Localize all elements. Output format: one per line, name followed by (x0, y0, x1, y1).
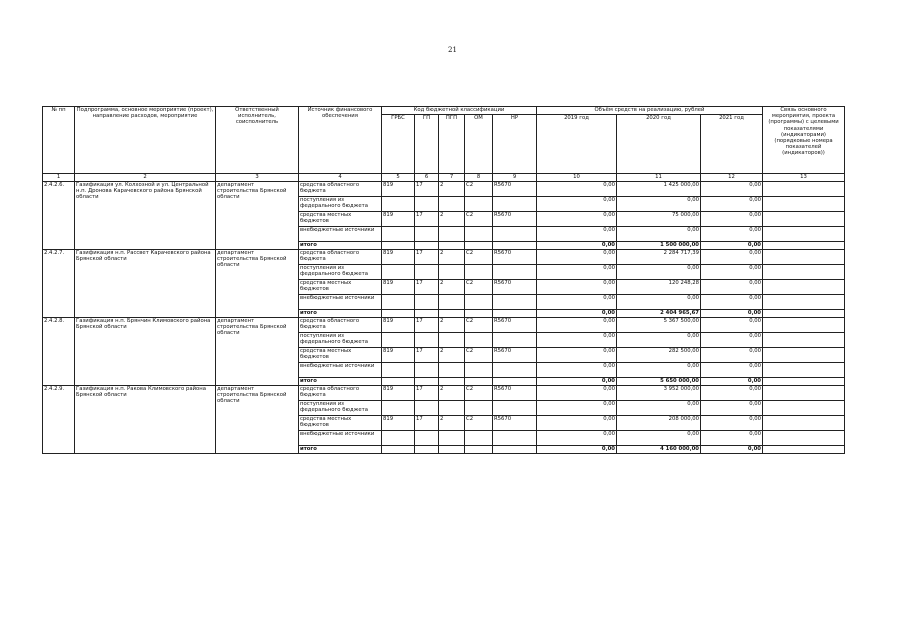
indicator-link (763, 386, 845, 401)
code-pgp (439, 265, 465, 280)
code-pgp (439, 446, 465, 454)
indicator-link (763, 227, 845, 242)
item-responsible: департамент строительства Брянской области (216, 250, 299, 318)
item-responsible: департамент строительства Брянской области (216, 318, 299, 386)
funding-source: средства местных бюджетов (299, 416, 382, 431)
table-row (43, 250, 845, 265)
item-name: Газификация н.п. Рассвет Карачевского района Брянской области (75, 250, 216, 318)
amount-2021: 0,00 (701, 295, 763, 310)
table-header (43, 107, 845, 182)
amount-2021: 0,00 (701, 318, 763, 333)
amount-2020: 0,00 (617, 295, 701, 310)
amount-2019: 0,00 (537, 401, 617, 416)
item-number: 2.4.2.7. (43, 250, 75, 318)
funding-source: средства областного бюджета (299, 318, 382, 333)
indicator-link (763, 212, 845, 227)
code-om (465, 446, 493, 454)
funding-source: внебюджетные источники (299, 363, 382, 378)
code-gp (415, 378, 439, 386)
item-responsible: департамент строительства Брянской области (216, 386, 299, 454)
amount-2020: 0,00 (617, 363, 701, 378)
code-nr (493, 265, 537, 280)
table-row (43, 318, 845, 333)
funding-source: итого (299, 446, 382, 454)
amount-2019: 0,00 (537, 318, 617, 333)
amount-2020: 208 000,00 (617, 416, 701, 431)
indicator-link (763, 318, 845, 333)
code-pgp: 2 (439, 250, 465, 265)
funding-source: средства местных бюджетов (299, 212, 382, 227)
code-grbs: 819 (382, 416, 415, 431)
amount-2021: 0,00 (701, 182, 763, 197)
code-pgp (439, 227, 465, 242)
amount-2019: 0,00 (537, 280, 617, 295)
code-gp (415, 295, 439, 310)
code-nr: R5670 (493, 416, 537, 431)
code-nr: R5670 (493, 348, 537, 363)
code-nr (493, 363, 537, 378)
code-grbs: 819 (382, 318, 415, 333)
item-name: Газификация н.п. Брянчин Климовского района Брянской области (75, 318, 216, 386)
amount-2019: 0,00 (537, 333, 617, 348)
amount-2019: 0,00 (537, 416, 617, 431)
funding-source: итого (299, 310, 382, 318)
column-number: 4 (299, 174, 382, 182)
code-gp (415, 265, 439, 280)
column-number: 5 (382, 174, 415, 182)
amount-2020: 282 500,00 (617, 348, 701, 363)
funding-source: итого (299, 242, 382, 250)
code-nr (493, 431, 537, 446)
amount-2021: 0,00 (701, 431, 763, 446)
amount-2021: 0,00 (701, 386, 763, 401)
header-nr: НР (493, 115, 537, 174)
code-grbs: 819 (382, 280, 415, 295)
header-gp: ГП (415, 115, 439, 174)
code-pgp (439, 431, 465, 446)
code-pgp (439, 242, 465, 250)
code-nr: R5670 (493, 386, 537, 401)
code-nr (493, 401, 537, 416)
code-om: C2 (465, 348, 493, 363)
column-number: 1 (43, 174, 75, 182)
header-2021: 2021 год (701, 115, 763, 174)
amount-2020: 0,00 (617, 227, 701, 242)
indicator-link (763, 431, 845, 446)
amount-2020: 0,00 (617, 401, 701, 416)
code-gp (415, 333, 439, 348)
indicator-link (763, 348, 845, 363)
amount-2020: 2 404 965,67 (617, 310, 701, 318)
code-gp (415, 363, 439, 378)
amount-2021: 0,00 (701, 348, 763, 363)
code-gp (415, 310, 439, 318)
amount-2019: 0,00 (537, 212, 617, 227)
amount-2020: 0,00 (617, 265, 701, 280)
code-grbs: 819 (382, 212, 415, 227)
funding-source: поступления из федерального бюджета (299, 333, 382, 348)
amount-2019: 0,00 (537, 446, 617, 454)
item-name: Газификация ул. Колхозной и ул. Центральной н.п. Дронова Карачевского района Брянской области (75, 182, 216, 250)
amount-2020: 1 425 000,00 (617, 182, 701, 197)
amount-2021: 0,00 (701, 310, 763, 318)
column-number: 13 (763, 174, 845, 182)
code-nr (493, 333, 537, 348)
item-name: Газификация н.п. Ракова Климовского района Брянской области (75, 386, 216, 454)
amount-2020: 5 650 000,00 (617, 378, 701, 386)
code-pgp: 2 (439, 416, 465, 431)
budget-table (42, 106, 845, 454)
code-gp: 17 (415, 250, 439, 265)
code-gp (415, 446, 439, 454)
code-grbs (382, 401, 415, 416)
amount-2020: 0,00 (617, 333, 701, 348)
table-row (43, 182, 845, 197)
header-no: № пп (43, 107, 75, 174)
amount-2021: 0,00 (701, 378, 763, 386)
code-pgp: 2 (439, 386, 465, 401)
amount-2021: 0,00 (701, 280, 763, 295)
column-number: 2 (75, 174, 216, 182)
code-pgp (439, 295, 465, 310)
code-nr (493, 310, 537, 318)
code-gp (415, 431, 439, 446)
code-gp (415, 401, 439, 416)
code-grbs (382, 242, 415, 250)
code-gp: 17 (415, 318, 439, 333)
header-2020: 2020 год (617, 115, 701, 174)
amount-2019: 0,00 (537, 265, 617, 280)
amount-2020: 3 952 000,00 (617, 386, 701, 401)
column-number: 3 (216, 174, 299, 182)
amount-2019: 0,00 (537, 242, 617, 250)
amount-2019: 0,00 (537, 363, 617, 378)
code-nr (493, 197, 537, 212)
code-om (465, 401, 493, 416)
code-om (465, 363, 493, 378)
amount-2019: 0,00 (537, 348, 617, 363)
header-om: ОМ (465, 115, 493, 174)
amount-2021: 0,00 (701, 227, 763, 242)
code-gp: 17 (415, 416, 439, 431)
header-link: Связь основного мероприятия, проекта (программы) с целевыми показателями (индикаторами) (порядковые номера показателей (индикаторов)) (763, 107, 845, 174)
amount-2019: 0,00 (537, 197, 617, 212)
code-grbs (382, 378, 415, 386)
code-gp (415, 242, 439, 250)
table-row (43, 386, 845, 401)
code-om: C2 (465, 280, 493, 295)
amount-2019: 0,00 (537, 295, 617, 310)
column-numbers-row (43, 174, 845, 182)
column-number: 10 (537, 174, 617, 182)
code-grbs (382, 310, 415, 318)
code-grbs (382, 265, 415, 280)
code-om (465, 333, 493, 348)
indicator-link (763, 280, 845, 295)
indicator-link (763, 310, 845, 318)
amount-2019: 0,00 (537, 250, 617, 265)
code-pgp (439, 378, 465, 386)
amount-2020: 1 500 000,00 (617, 242, 701, 250)
code-gp: 17 (415, 280, 439, 295)
code-nr: R5670 (493, 212, 537, 227)
column-number: 8 (465, 174, 493, 182)
amount-2019: 0,00 (537, 310, 617, 318)
indicator-link (763, 333, 845, 348)
funding-source: внебюджетные источники (299, 431, 382, 446)
code-nr (493, 242, 537, 250)
amount-2021: 0,00 (701, 242, 763, 250)
amount-2019: 0,00 (537, 182, 617, 197)
code-grbs (382, 295, 415, 310)
code-nr: R5670 (493, 318, 537, 333)
amount-2020: 75 000,00 (617, 212, 701, 227)
code-nr (493, 378, 537, 386)
header-2019: 2019 год (537, 115, 617, 174)
code-pgp (439, 401, 465, 416)
indicator-link (763, 250, 845, 265)
funding-source: поступления из федерального бюджета (299, 265, 382, 280)
code-pgp: 2 (439, 348, 465, 363)
code-om: C2 (465, 250, 493, 265)
code-pgp: 2 (439, 318, 465, 333)
code-grbs: 819 (382, 386, 415, 401)
code-gp: 17 (415, 386, 439, 401)
code-pgp (439, 310, 465, 318)
code-gp: 17 (415, 348, 439, 363)
column-number: 12 (701, 174, 763, 182)
code-grbs: 819 (382, 182, 415, 197)
code-pgp (439, 197, 465, 212)
code-pgp: 2 (439, 280, 465, 295)
amount-2021: 0,00 (701, 212, 763, 227)
page-number: 21 (448, 46, 457, 54)
indicator-link (763, 197, 845, 212)
item-number: 2.4.2.9. (43, 386, 75, 454)
amount-2021: 0,00 (701, 416, 763, 431)
amount-2021: 0,00 (701, 401, 763, 416)
code-pgp: 2 (439, 182, 465, 197)
funding-source: внебюджетные источники (299, 227, 382, 242)
header-pgp: ПГП (439, 115, 465, 174)
code-grbs (382, 197, 415, 212)
column-number: 6 (415, 174, 439, 182)
code-gp (415, 227, 439, 242)
header-kbk: Код бюджетной классификации (382, 107, 537, 115)
code-om: C2 (465, 386, 493, 401)
code-nr (493, 295, 537, 310)
indicator-link (763, 378, 845, 386)
code-pgp: 2 (439, 212, 465, 227)
amount-2019: 0,00 (537, 378, 617, 386)
code-om (465, 431, 493, 446)
table-body (43, 182, 845, 454)
funding-source: средства местных бюджетов (299, 348, 382, 363)
header-source: Источник финансового обеспечения (299, 107, 382, 174)
funding-source: внебюджетные источники (299, 295, 382, 310)
code-gp: 17 (415, 212, 439, 227)
amount-2020: 0,00 (617, 431, 701, 446)
code-om: C2 (465, 416, 493, 431)
funding-source: средства областного бюджета (299, 182, 382, 197)
code-grbs (382, 431, 415, 446)
item-responsible: департамент строительства Брянской области (216, 182, 299, 250)
indicator-link (763, 363, 845, 378)
code-om: C2 (465, 182, 493, 197)
code-pgp (439, 333, 465, 348)
amount-2021: 0,00 (701, 333, 763, 348)
code-gp (415, 197, 439, 212)
amount-2019: 0,00 (537, 386, 617, 401)
funding-source: средства областного бюджета (299, 250, 382, 265)
code-om (465, 242, 493, 250)
indicator-link (763, 295, 845, 310)
amount-2021: 0,00 (701, 446, 763, 454)
header-responsible: Ответственный исполнитель, соисполнитель (216, 107, 299, 174)
code-om (465, 378, 493, 386)
code-om (465, 197, 493, 212)
indicator-link (763, 242, 845, 250)
indicator-link (763, 182, 845, 197)
funding-source: итого (299, 378, 382, 386)
amount-2021: 0,00 (701, 250, 763, 265)
code-nr: R5670 (493, 250, 537, 265)
amount-2019: 0,00 (537, 227, 617, 242)
code-nr (493, 227, 537, 242)
code-om: C2 (465, 318, 493, 333)
amount-2021: 0,00 (701, 265, 763, 280)
column-number: 7 (439, 174, 465, 182)
column-number: 11 (617, 174, 701, 182)
code-nr (493, 446, 537, 454)
header-grbs: ГРБС (382, 115, 415, 174)
amount-2021: 0,00 (701, 197, 763, 212)
amount-2020: 5 367 500,00 (617, 318, 701, 333)
code-grbs: 819 (382, 250, 415, 265)
header-volume: Объём средств на реализацию, рублей (537, 107, 763, 115)
item-number: 2.4.2.8. (43, 318, 75, 386)
code-om (465, 227, 493, 242)
funding-source: средства местных бюджетов (299, 280, 382, 295)
code-grbs (382, 363, 415, 378)
code-grbs (382, 227, 415, 242)
code-grbs: 819 (382, 348, 415, 363)
code-om (465, 265, 493, 280)
header-name: Подпрограмма, основное мероприятие (проект), направление расходов, мероприятие (75, 107, 216, 174)
amount-2021: 0,00 (701, 363, 763, 378)
funding-source: поступления из федерального бюджета (299, 197, 382, 212)
code-om: C2 (465, 212, 493, 227)
code-gp: 17 (415, 182, 439, 197)
indicator-link (763, 265, 845, 280)
code-om (465, 310, 493, 318)
indicator-link (763, 416, 845, 431)
code-nr: R5670 (493, 280, 537, 295)
amount-2020: 120 248,28 (617, 280, 701, 295)
code-grbs (382, 333, 415, 348)
indicator-link (763, 401, 845, 416)
code-pgp (439, 363, 465, 378)
code-om (465, 295, 493, 310)
amount-2020: 2 284 717,39 (617, 250, 701, 265)
funding-source: средства областного бюджета (299, 386, 382, 401)
funding-source: поступления из федерального бюджета (299, 401, 382, 416)
amount-2020: 4 160 000,00 (617, 446, 701, 454)
item-number: 2.4.2.6. (43, 182, 75, 250)
indicator-link (763, 446, 845, 454)
column-number: 9 (493, 174, 537, 182)
code-nr: R5670 (493, 182, 537, 197)
code-grbs (382, 446, 415, 454)
amount-2019: 0,00 (537, 431, 617, 446)
amount-2020: 0,00 (617, 197, 701, 212)
